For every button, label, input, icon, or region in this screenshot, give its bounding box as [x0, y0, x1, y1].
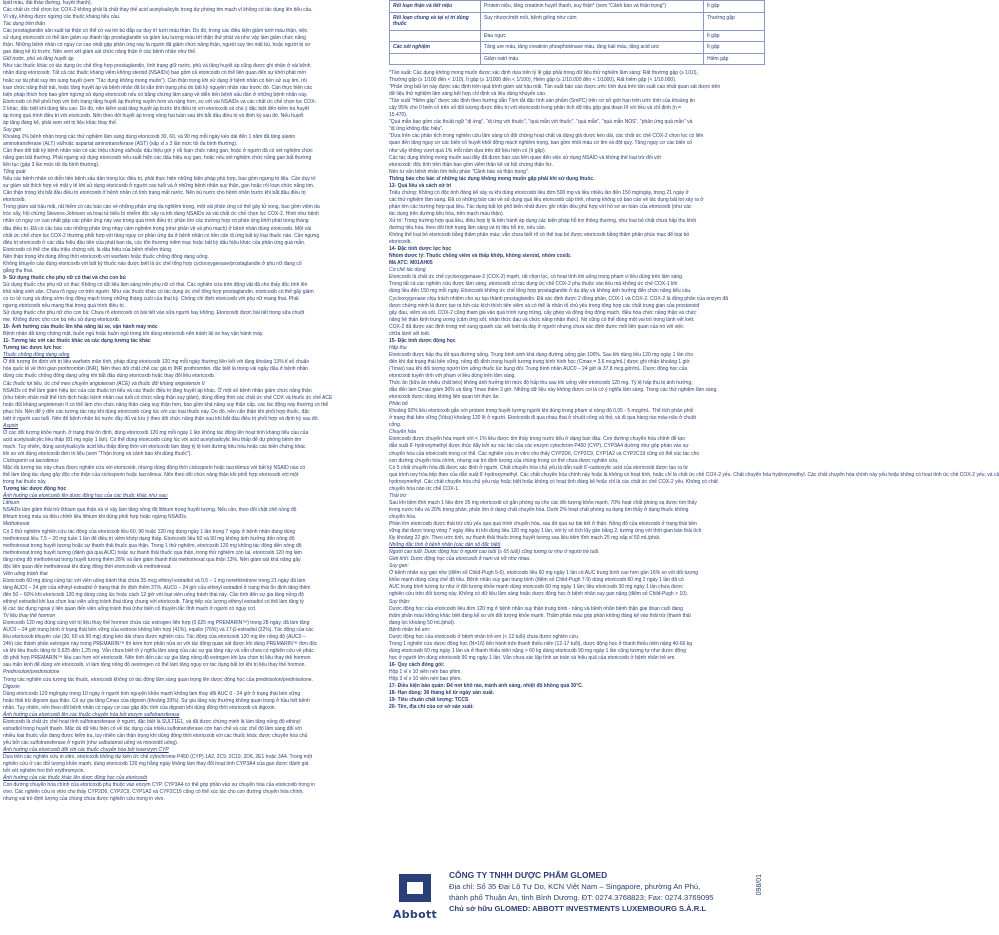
left-column-line: nhân có nguy cơ cao nhất gặp các phản ứng này vào trong quá trình điều trị: phần lớn các trường hợp có phản ứng khởi phát trong tháng — [3, 218, 309, 225]
table-row — [390, 53, 765, 65]
right-column-line: Trong 1 nghiên cứu dược động học (N=16) tiến hành trên thanh thiếu niên (12-17 tuổi), dược động học ở thanh thiếu niên nặng 40-60 kg — [389, 640, 693, 647]
left-column-line: Ciclosporin và tacrolimus — [3, 458, 59, 465]
right-column-line: thẩm phân máu không khác biệt đáng kể so với đối tượng khỏe mạnh. Thẩm phân máu góp phần không đáng kể vào thải trừ (thanh thải — [389, 612, 691, 619]
left-column-line: (như bệnh nhân mất thể tích dịch hoặc bệnh nhân cao tuổi có chức năng thận suy giảm), dùng đồng thời các chất ức chế COX và thuốc ức chế ACE — [3, 394, 333, 401]
left-column-line: mẹ. Không được cho con bú nếu sử dụng etoricoxib. — [3, 317, 120, 324]
left-column-line: nhưng vai trò định lượng của chúng chưa được nghiên cứu trong in vivo. — [3, 796, 165, 803]
left-column-line: Suy gan — [3, 126, 22, 133]
left-column-line: Vì vậy, không được ngừng các thuốc kháng tiểu cầu. — [3, 14, 121, 21]
left-column-line: ngưng etoricoxib nếu mang thai trong quá trình điều trị. — [3, 303, 126, 310]
right-column-line: etoricoxib được dùng không liên quan tới thức ăn. — [389, 394, 500, 401]
abbott-logo-icon — [389, 868, 441, 908]
abbott-logo — [389, 868, 441, 926]
right-column-line: Hộp 3 vỉ x 10 viên nén bao phim. — [389, 676, 462, 683]
right-column-line: gây đau, viêm và sốt. COX-2 cũng tham gia vào quá trình rụng trứng, cấy ghép và đóng ống động mạch, điều hòa chức năng thận và chức — [389, 309, 697, 316]
left-column-line: Etoricoxib có thể phối hợp với tình trạng tăng huyết áp thường xuyên hơn và nặng hơn, so với vài NSAIDs và các chất ức chế chọn lọc COX- — [3, 98, 317, 105]
left-column-line: gắng thụ thai. — [3, 267, 34, 274]
organ-class-cell: Rối loạn chung và tại vị trí dùng thuốc — [390, 12, 481, 30]
left-text-column — [3, 0, 379, 803]
right-column-line: 19- Tiêu chuẩn chất lượng: TCCS — [389, 697, 469, 704]
left-column-line: hoặc sự tái phát suy tim sung huyết (xem "Tác dụng không mong muốn"). Cần thận trọng khi sử dụng ở bệnh nhân có tiền sử suy tim, rối — [3, 77, 307, 84]
left-column-line: liều etoricoxib khuyên cáo (30, 60 và 90 mg) dùng kéo dài chưa được nghiên cứu. Tác động của etoricoxib 120 mg lên nồng độ (AUC0 – — [3, 634, 306, 641]
left-column-line: Các chất ức chế chọn lọc COX-2 không phải là chất thay thế acid acetylsalicylic trong dự phòng tim mạch vì không có tác dụng lên tiểu cầu. — [3, 7, 313, 14]
left-column-line: 9- Sử dụng thuốc cho phụ nữ có thai và cho con bú — [3, 274, 126, 281]
right-column-line: Cơ chế tác dụng — [389, 267, 426, 274]
left-column-line: hoặc thải trừ digoxin qua thận. Có sự gia tăng Cmax của digoxin (khoảng 33%). Sự gia tăng này thường không quan trọng ở hầu hết bệnh — [3, 697, 310, 704]
left-column-line: yếu bởi các sulfotransferase ở người (như salbutamol uống và minoxidil uống). — [3, 739, 179, 746]
left-column-line: Như các thuốc khác có tác dụng ức chế tổng hợp prostaglandin, tình trạng giữ nước, phù và tăng huyết áp cũng được ghi nhận ở vài bệnh — [3, 63, 311, 70]
left-column-line: estradiol trong huyết thanh. Mặc dù dữ liệu hiện có về tác dụng của nhiều sulfotransferase còn hạn chế và các chế độ lâm sàng đối với — [3, 725, 302, 732]
left-column-line: đồ phối hợp PREMARIN™ liều cao hơn với etoricoxib. Nên tính đến các sự gia tăng nồng độ estrogen khi lựa chọn trị liệu thay thế hormon — [3, 655, 311, 662]
table-row — [390, 42, 765, 54]
left-column-line: và khi liều thuốc tăng từ 0,625 đến 1,25 mg. Vẫn chưa biết rõ ý nghĩa lâm sàng của các sự gia tăng này và vẫn chưa có nghiên cứu về phác — [3, 648, 314, 655]
right-column-line: 14- Đặc tính dược lực học — [389, 246, 452, 253]
left-column-line: Thuốc chống đông dạng uống — [3, 352, 70, 359]
right-column-line: Phần lớn etoricoxib được thải trừ chủ yếu qua quá trình chuyển hóa, sau đó qua sự bài tiết ở thận. Nồng độ của etoricoxib ở trạng thái bền — [389, 521, 697, 527]
left-column-line: đầu điều trị. Đã có các báo cáo những phản ứng nhạy cảm nghiêm trọng (như phản vệ và phù mạch) ở bệnh nhân dùng etoricoxib. Một vài — [3, 225, 311, 232]
right-column-line: Những đặc tính ở bệnh nhân (các dân số đặc biệt) — [389, 542, 501, 549]
left-column-line: Tương tác dược lực học — [3, 345, 62, 352]
left-column-line: loạn chức năng thất trái, hoặc tăng huyết áp và bệnh nhân đã bị sẵn tình trạng phù do bất kỳ nguyên nhân nào trước đó. Cần thực hiện các — [3, 84, 313, 91]
right-column-line: etoricoxib tuyến tính với phạm vi liều dùng trên lâm sàng. — [389, 373, 516, 380]
right-column-line: học ở người lớn dùng etoricoxib 90 mg ngày 1 lần. Vẫn chưa xác lập tính an toàn và hiệu quả của etoricoxib ở bệnh nhân trẻ em. — [389, 654, 676, 661]
left-column-line: thận. Những bệnh nhân có nguy cơ cao nhất gặp phản ứng này là người đã giảm chức năng thận, người suy tim mất bù, hoặc người bị xơ — [3, 42, 311, 49]
right-column-line: lũy khoảng 22 giờ. Theo ước tính, sự thanh thải thuốc trong huyết tương sau liều tiêm tĩnh mạch 25 mg xấp xỉ 50 mL/phút. — [389, 535, 661, 542]
right-column-line: cậy 95% cho 0 biến cố trên số đối tượng được điều trị với etoricoxib trong phân tích dữ liệu gộp giai đoạn III với liều và chỉ định (n = — [389, 105, 682, 112]
table-row — [390, 1, 765, 13]
left-column-line: Bệnh nhân đã từng chóng mặt, buồn ngủ hoặc buồn ngủ trong khi dùng etoricoxib nên tránh lái xe hay vận hành máy. — [3, 331, 264, 338]
company-address-line-1: Địa chỉ: Số 35 Đại Lộ Tự Do, KCN Việt Nam – Singapore, phường An Phú, — [449, 882, 701, 891]
manufacturer-block — [389, 868, 765, 932]
right-column-line: "Quá mẫn bao gồm các thuật ngữ "dị ứng", "dị ứng với thuốc", "quá mẫn với thuốc", "quá mẫn", "quá mẫn NOS", "phản ứng quá mẫn" và — [389, 119, 693, 126]
left-column-line: Prednisolon/prednisolone — [3, 669, 60, 676]
left-column-line: Ảnh hưởng của etoricoxib đối với các thuốc chuyển hóa bởi isoenzym CYP — [3, 746, 169, 753]
left-column-line: Trị liệu thay thế hormon — [3, 613, 56, 620]
adverse-reactions-table — [389, 0, 765, 65]
right-column-line: năng hệ thần kinh trung ương (cảm ứng sốt, nhận thức đau và chức năng nhận thức). Nó cũng có thể đóng một vai trò trong lành vết loét. — [389, 316, 695, 323]
right-column-line: Có 5 chất chuyển hóa đã được xác định ở người. Chất chuyển hóa chủ yếu là dẫn xuất 6'-carboxylic acid của etoricoxib được tạo ra từ — [389, 464, 689, 471]
left-column-line: hoặc đối kháng angiotensin II có thể làm cho chức năng thận càng suy thận hơn, bao gồm khả năng suy thận cấp, các tác động này thường có thể — [3, 401, 329, 408]
left-column-line: điều trị etoricoxib ở các dấu hiệu đầu tiên của phát ban da, các tổn thương niêm mạc hoặc bất kỳ dấu hiệu khác của phản ứng quá mẫn. — [3, 239, 306, 246]
frequency-cell: Ít gặp — [704, 1, 765, 13]
left-column-line: vivo. Các nghiên cứu in vitro cho thấy CYP2D6, CYP2C9, CYP1A2 và CYP2C19 cũng có thể xúc tác cho con đường chuyển hóa chính, — [3, 789, 304, 796]
left-column-line: NSAIDs làm giảm thải trừ lithium qua thận và vì vậy làm tăng nồng độ lithium trong huyết tương. Nếu cần, theo dõi chặt chẽ nồng độ — [3, 507, 297, 514]
left-column-line: Cần theo dõi bất kỳ bệnh nhân nào có các triệu chứng và/hoặc dấu hiệu gợi ý rối loạn chức năng gan, hoặc ở người đã có xét nghiệm chức — [3, 147, 313, 154]
left-column-line: áp tăng đáng kể, phải xem xét trị liệu khác thay thế. — [3, 119, 118, 126]
right-column-line: Cyclooxygenase chịu trách nhiệm cho sự tạo thành prostaglandin. Đã xác định được 2 đồng phân, COX-1 và COX-2. COX-2 là đồng phân của enzym đã — [389, 295, 729, 302]
right-column-line: chữa lành vết loét. — [389, 330, 431, 337]
logo-wordmark: Abbott — [392, 908, 438, 921]
right-column-line: Giới tính: Dược động học của etoricoxib ở nam và nữ như nhau. — [389, 556, 531, 563]
left-column-line: nhân dùng etoricoxib. Tất cả các thuốc kháng viêm không steroid (NSAIDs) bao gồm cả etoricoxib có thể liên quan đến sự khởi phát mới — [3, 70, 306, 77]
frequency-cell: Hiếm gặp — [704, 53, 765, 65]
company-info — [449, 870, 739, 914]
right-column-line: con đường chuyển hóa chính, nhưng vai trò định lượng của chúng trong cơ thể chưa được nghiên cứu. — [389, 457, 619, 464]
right-column-line: tác dụng trên đường tiêu hóa, trên mạch máu thận). — [389, 210, 505, 217]
left-column-line: Etoricoxib 60 mg dùng cùng lúc với viên uống tránh thai chứa 35 mcg ethinyl estradiol và 0,5 – 1 mg norethindrone trong 21 ngày đã làm — [3, 577, 306, 584]
right-column-line: Dược động học của etoricoxib ở bệnh nhân trẻ em (< 12 tuổi) chưa được nghiên cứu. — [389, 633, 580, 640]
left-column-line: Digoxin — [3, 683, 20, 690]
left-column-line: Etoricoxib là chất ức chế hoạt tính sulfotransferase ở người, đặc biệt là SULT1E1, và đã được chứng minh là làm tăng nồng độ ethinyl — [3, 718, 301, 725]
left-column-line: khi so với dùng etoricoxib đơn trị liệu (xem "Thận trọng và cảnh báo khi dùng thuốc"). — [3, 451, 192, 457]
left-column-line: Con đường chuyển hóa chính của etoricoxib phụ thuộc vào enzym CYP. CYP3A4 có thể góp phần vào sự chuyển hóa của etoricoxib trong in — [3, 782, 316, 789]
right-column-line: nghiên cứu trên đối tượng này. Không có dữ liệu lâm sàng hoặc dược động học ở bệnh nhân suy gan nặng (điểm số Child-Pugh > 10). — [389, 591, 689, 598]
left-column-line: aminotransferase (ALT) và/hoặc aspartat aminotransferase (AST) (xấp xỉ ≥ 3 lần mức tối đa bình thường). — [3, 140, 238, 147]
left-column-line: bởi xét nghiệm hơi thở erythromycin. — [3, 768, 85, 775]
right-column-line: ở trạng thái bền vững (Vdss) khoảng 120 lít ở người. Etoricoxib đi qua nhau thai ở chuột cống và thỏ, và đi qua hàng rào máu-não ở chuột — [389, 415, 696, 422]
left-column-line: Tổng quát — [3, 169, 26, 176]
left-column-line: Sử dụng thuốc cho phụ nữ cho con bú: Chưa rõ etoricoxib có bài tiết vào sữa người hay không. Etoricoxib được bài tiết trong sữa chuột — [3, 310, 305, 317]
right-column-line: phần lớn các trường hợp quá liều. Tác dụng bất lợi phổ biến nhất được ghi nhận đều phù hợp với hồ sơ an toàn của etoricoxib (như các — [389, 203, 692, 210]
left-column-line: lệ các tác dụng ngoại ý liên quan đến viên uống tránh thai (như biến cố thuyên tắc tĩnh mạch ở người có nguy cơ). — [3, 606, 257, 613]
left-column-line: sử dụng etoricoxib có thể làm giảm sự thành lập prostaglandin và giảm lưu lượng máu tới thận thứ phát và như vậy làm giảm chức năng — [3, 35, 306, 42]
right-column-line: Thường gặp (≥ 1/100 đến < 1/10), Ít gặp (≥ 1/1000 đến < 1/100), Hiếm gặp (≥ 1/10.000 đến < 1/1000), Rất hiếm gặp (< 1/10.000). — [389, 77, 677, 84]
left-column-line: lipid máu, đái tháo đường, huyết thanh). — [3, 0, 92, 6]
left-column-line: Aspirin — [3, 422, 19, 429]
left-column-line: Sử dụng thuốc cho phụ nữ có thai: Không có dữ liệu lâm sàng trên phụ nữ có thai. Các nghiên cứu trên động vật đã cho thấy độc tính lên — [3, 281, 308, 288]
right-column-line: Etoricoxib là chất ức chế cyclooxygenase-2 (COX-2) mạnh, rất chọn lọc, có hoạt tính khi uống trong phạm vi liều dùng trên lâm sàng. — [389, 274, 684, 281]
left-column-line: Ở các đối tượng khỏe mạnh, ở trạng thái ổn định, dùng etoricoxib 120 mg mỗi ngày 1 lần không tác động lên hoạt tính kháng tiểu cầu của — [3, 429, 309, 436]
right-column-line: Bệnh nhân trẻ em: — [389, 626, 431, 633]
right-column-line: COX-2 đã được xác định trong mô xung quanh các vết loét dạ dày ở người nhưng chưa xác định được mối liên quan của nó với việc — [389, 323, 684, 330]
right-column-line: chuyển hóa. — [389, 513, 417, 520]
left-column-line: lithium trong máu và điều chỉnh liều lithium khi dùng phối hợp hoặc ngừng NSAIDs. — [3, 514, 188, 521]
right-column-line: Các tác dụng không mong muốn sau đây đã được báo cáo liên quan đến việc sử dụng NSAID và không thể loại trừ đối với — [389, 154, 662, 161]
left-column-line: Cần thận trọng khi bắt đầu điều trị etoricoxib ở bệnh nhân có tình trạng mất nước. Nên bù nước cho bệnh nhân trước khi bắt đầu điều trị — [3, 190, 306, 197]
right-column-line: như vậy không vượt quá 1% mỗi năm dựa trên dữ liệu hiện có (ít gặp). — [389, 147, 547, 154]
right-column-line: Thông báo cho bác sĩ những tác dụng không mong muốn gặp phải khi sử dụng thuốc. — [389, 175, 595, 182]
left-column-line: khả năng sinh sản. Chưa rõ nguy cơ trên người. Như các thuốc khác có tác dụng ức chế tổng hợp prostaglandin, etoricoxib có thể gây giảm — [3, 288, 314, 295]
left-column-line: Ở đối tượng ổn định với trị liệu warfarin mãn tính, pháp dùng etoricoxib 120 mg mỗi ngày thường liên kết với tăng khoảng 13% tỉ số chuẩn — [3, 359, 310, 366]
left-column-line: Các thuốc lợi tiểu, ức chế men chuyển angiotensin (ACE) và thuốc đối kháng angiotensin II — [3, 380, 205, 387]
right-column-line: Người cao tuổi: Dược động học ở người cao tuổi (≥ 65 tuổi) cũng tương tự như ở người trẻ tuổi. — [389, 549, 600, 556]
organ-class-cell: Rối loạn thận và tiết niệu — [390, 1, 481, 13]
right-column-line: 15.470). — [389, 112, 408, 119]
right-column-line: hydroxymethyl. Các chất chuyển hóa chủ yếu này hoặc biệt hoặc không có hoạt tính đáng kể hoặc chỉ là các chất ức chế COX-2 yếu. Không có chất — [389, 478, 718, 485]
company-address-line-2: thành phố Thuận An, tỉnh Bình Dương. ĐT: 0274.3768823; Fax: 0274.3769095 — [449, 893, 714, 902]
right-column-line: dữ liệu thử nghiệm lâm sàng kết hợp chỉ định và liều dùng khuyến cáo. — [389, 91, 547, 98]
left-column-line: methotrexat liều 7,5 – 20 mg tuần 1 lần để điều trị viêm khớp dạng thấp. Etoricoxib liều 60 và 90 mg không ảnh hưởng đến nồng độ — [3, 535, 295, 542]
right-column-line: Hộp 1 vỉ x 10 viên nén bao phim. — [389, 668, 462, 675]
right-column-line: quan đến tăng nguy cơ các biến cố huyết khối động mạch nghiêm trọng, bao gồm nhồi máu cơ tim và đột quỵ. Tăng nguy cơ các biến cố — [389, 140, 692, 147]
right-column-line: AUC trung bình tương tự như ở đối tượng khỏe mạnh dùng etoricoxib 60 mg ngày 1 lần; liều etoricoxib 30 mg ngày 1 lần chưa được — [389, 584, 683, 591]
right-column-line: 18- Hạn dùng: 36 tháng kể từ ngày sản xuất. — [389, 690, 495, 697]
table-row — [390, 12, 765, 30]
right-column-line: Thức ăn (bữa ăn nhiều chất béo) không ảnh hưởng tới mức độ hấp thu sau khi uống viên etoricoxib 120 mg. Tỷ lệ hấp thu bị ảnh hưởng, — [389, 380, 693, 387]
right-column-line: etoricoxib: độc tính trên thận bao gồm viêm thận kẽ và hội chứng thận hư. — [389, 161, 554, 168]
left-column-line: methotrexat trong huyết tương hoặc sự thanh thải thuốc qua thận. Trong 1 thử nghiệm, etoricoxib 120 mg không tác động đến nồng độ — [3, 542, 302, 549]
right-column-line: 13- Quá liều và cách xử trí — [389, 182, 452, 189]
right-column-line: "Dựa trên các phân tích trong nghiên cứu lâm sàng có đối chứng hoạt chất và dùng giả dược kéo dài, các chất ức chế COX-2 chọn lọc có liên — [389, 133, 704, 140]
left-column-line: Etoricoxib 120 mg dùng cùng với trị liệu thay thế hormon chứa các estrogen liên hợp (0,625 mg PREMARIN™) trong 28 ngày, đã làm tăng — [3, 620, 310, 627]
frequency-cell: Ít gặp — [704, 30, 765, 42]
right-column-line: dùng etoricoxib 60 mg ngày 1 lần và ở thanh thiếu niên nặng > 60 kg dùng etoricoxib 90 mg ngày 1 lần cũng tương tự như dược động — [389, 647, 686, 654]
right-column-line: được chứng minh là được tạo ra bởi các kích thích tiền viêm và có thể là nhân tố chủ yếu trong tổng hợp các chất trung gian của prostanoid — [389, 302, 700, 309]
reaction-cell: Protein niệu, tăng creatinin huyết thanh, suy thận* (xem "Cảnh báo và thận trọng") — [481, 1, 704, 13]
left-column-line: Tương tác dược động học — [3, 486, 67, 493]
left-column-line: Viên uống tránh thai — [3, 570, 48, 577]
right-column-line: Hấp thu — [389, 344, 407, 351]
right-column-line: "dị ứng không đặc hiệu". — [389, 126, 444, 133]
left-column-line: Lithium — [3, 500, 20, 507]
right-column-line: đến khi đạt trạng thái bền vững, nồng độ đỉnh trong huyết tương trung bình hình học (Cmax = 3,6 mcg/mL) được ghi nhận khoảng 1 giờ — [389, 358, 690, 365]
right-column-line: Sau khi tiêm tĩnh mạch 1 liều đơn 25 mg etoricoxib có gắn phóng xạ cho các đối tượng khỏe mạnh, 70% hoạt chất phóng xạ được tìm thấy — [389, 499, 697, 506]
right-column-line: Dược động học của etoricoxib liều đơn 120 mg ở bệnh nhân suy thận trung bình - nặng và bệnh nhân bệnh thận giai đoạn cuối đang — [389, 605, 683, 612]
right-text-column — [389, 0, 999, 711]
right-column-line: Không thể loại bỏ etoricoxib bằng thẩm phân máu; vẫn chưa biết rõ có thể loại bỏ được etoricoxib bằng thẩm phân phúc mạc để loại bỏ — [389, 232, 690, 239]
left-column-line: biện pháp thích hợp bao gồm ngừng sử dụng etoricoxib nếu có bằng chứng lâm sàng về diễn tiến bệnh xấu dần ở những bệnh nhân này. — [3, 91, 308, 98]
right-column-line: Suy gan: — [389, 563, 409, 570]
left-column-line: năng gan bất thường. Phải ngưng sử dụng etoricoxib nếu xuất hiện các dấu hiệu suy gan, hoặc nếu xét nghiệm chức năng gan bất thường — [3, 155, 312, 162]
right-column-line: các thử nghiệm lâm sàng. Đã có những báo cáo về sử dụng quá liều etoricoxib cấp tính, nhưng không có báo cáo về tác dụng bất lợi xảy ra ở — [389, 196, 704, 203]
left-column-line: Mặc dù tương tác này chưa được nghiên cứu với etoricoxib, nhưng dùng đồng thời ciclosporin hoặc tacrolimus với bất kỳ NSAID nào có — [3, 465, 306, 472]
left-column-line: độc liên quan đến methotrexat khi dùng đồng thời etoricoxib và methotrexat. — [3, 563, 172, 570]
left-column-line: Nên thận trọng khi dùng đồng thời etoricoxib với warfarin hoặc thuốc chống đông dạng uống. — [3, 253, 209, 260]
right-column-line: chuyển hóa nào ức chế COX-1. — [389, 485, 460, 492]
left-column-line: trong hai thuốc này. — [3, 479, 47, 486]
left-column-line: Trong các nghiên cứu tương tác thuốc, etoricoxib không có tác động lâm sàng quan trọng lên dược động học của prednisolon/prednisolone. — [3, 676, 313, 683]
right-column-line: dẫn xuất 6'-hydroxymethyl được thúc đẩy bởi sự xúc tác của các enzym cytochrom P450 (CYP). CYP3A4 dường như góp phần vào sự — [389, 443, 689, 450]
right-column-line: Nhóm dược lý: Thuốc chống viêm và thấp khớp, không steroid, nhóm coxib. — [389, 253, 572, 260]
right-column-line: *Tần suất: Các dụng không mong muốn được xác định dựa trên tỷ lệ gặp phải trong dữ liệu thử nghiệm lâm sàng: Rất thường gặp (≥ 1/10), — [389, 70, 698, 76]
left-column-line: Ảnh hưởng của etoricoxib lên các thuốc chuyển hóa bởi enzym sulfotransferase — [3, 711, 180, 718]
right-column-line: chuyển hóa của etoricoxib trong cơ thể. Các nghiên cứu in vitro cho thấy CYP2D6, CYP2C9, CYP1A2 và CYP2C19 cũng có thể xúc tác cho — [389, 450, 700, 457]
left-column-line: sự giám sát thích hợp về mặt y tế khi sử dụng etoricoxib ở người cao tuổi và ở những bệnh nhân suy thận, gan hoặc rối loạn chức năng tim. — [3, 183, 315, 190]
left-column-line: Không khuyến cáo dùng etoricoxib với bất kỳ thuốc nào được biết là ức chế tổng hợp cyclooxygenase/prostaglandin ở phụ nữ đang cố — [3, 260, 302, 267]
left-column-line: ethinyl estradiol khi lựa chọn loại viên uống tránh thai dùng chung với etoricoxib. Tăng tiếp xúc lượng ethinyl estradiol có thể làm tăng tỷ — [3, 598, 304, 605]
left-column-line: Trong giám sát hậu mãi, rất hiếm có các báo cáo về những phản ứng da nghiêm trọng, một vài phản ứng có thể gây tử vong, bao gồm viêm da — [3, 204, 320, 211]
left-column-line: Nếu các bệnh nhân có diễn tiến bệnh xấu dần trong lúc điều trị, phải thực hiện những biện pháp phù hợp, bao gồm ngưng trị liệu. Cần duy trì — [3, 176, 316, 183]
left-column-line: 2 khác, đặc biệt khi dùng liều cao. Do đó, nên kiểm soát tăng huyết áp trước khi điều trị với etoricoxib và chú ý đặc biệt đến kiểm tra huyết — [3, 105, 309, 112]
left-column-line: hóa quốc tế về thời gian prothrombin (INR). Nên theo dõi chặt chẽ các giá trị INR prothrombin, đặc biệt là trong vài ngày đầu ở bệnh nhân — [3, 366, 309, 373]
left-column-line: dùng các thuốc chống đông dạng uống khi bắt đầu dùng etoricoxib hoặc thay đổi liều etoricoxib. — [3, 373, 216, 380]
reaction-cell: Giảm natri máu — [481, 53, 704, 65]
right-column-line: đang lọc khoảng 50 mL/phút). — [389, 619, 456, 626]
left-column-line: 24h) các thành phần estrogen này trong PREMARIN™ thì kém hơn phân nửa so với tác động quan sát được khi dùng PREMARIN™ đơn độc — [3, 641, 318, 648]
right-column-line: 15- Đặc tính dược động học — [389, 337, 456, 344]
right-column-line: Trong tất cả các nghiên cứu dược lâm sàng, etoricoxib có tác dụng ức chế COX-2 phụ thuộc vào liều mà không ức chế COX-1 khi — [389, 281, 678, 288]
left-column-line: tróc vẩy, hội chứng Stevens-Johnson và hoại tử biểu bì nhiễm độc xảy ra khi dùng NSAIDs và vài chất ức chế chọn lọc COX-2. Hình như bệnh — [3, 211, 319, 218]
right-column-line: vững đạt được trong vòng 7 ngày điều trị khi dùng liều 120 mg ngày 1 lần, với tỷ số tích lũy gần bằng 2, tương ứng với thời gian bán thải tích — [389, 528, 702, 535]
frequency-cell: Thường gặp — [704, 12, 765, 30]
right-column-line: "Phản ứng bất lợi này được xác định trên quá trình giám sát hậu mãi. Tần suất báo cáo được ước tính dựa trên tần suất cao nhất quan sát được trên — [389, 84, 721, 91]
company-name: CÔNG TY TNHH DƯỢC PHẨM GLOMED — [449, 870, 608, 880]
left-column-line: áp trong quá trình điều trị với etoricoxib. Nên theo dõi huyết áp trong vòng hai tuần sau khi bắt đầu điều trị và định kỳ sau đó. Nếu huyết — [3, 112, 304, 119]
right-column-line: khỏe mạnh dùng cùng chế độ liều. Bệnh nhân suy gan trung bình (điểm số Child-Pugh 7-9) dùng etoricoxib 60 mg 2 ngày 1 lần đã có — [389, 577, 684, 584]
left-column-line: Methotrexat — [3, 521, 30, 528]
left-column-line: co co tử cung và đóng sớm ống động mạch trong những tháng cuối của thai kỳ. Chống chỉ định etoricoxib với phụ nữ mang thai. Phải — [3, 295, 299, 302]
organ-class-cell: Các xét nghiệm — [390, 42, 481, 54]
left-column-line: etoricoxib. — [3, 197, 26, 204]
left-column-line: Etoricoxib có thể che dấu triệu chứng sốt, là dấu hiệu của bệnh nhiễm trùng. — [3, 246, 173, 253]
left-column-line: NSAIDs có thể làm giảm hiệu lực của các thuốc lợi tiểu và các thuốc điều trị tăng huyết áp khác. Ở một số bệnh nhân giảm chức năng thận — [3, 387, 312, 394]
right-column-line: quá trình oxy hóa tiếp theo của dẫn xuất 6'-hydroxymethyl. Các chất chuyển hóa chính này hoặc là không có hoạt tính, hoặc chỉ là chất ức chế COX-2 yếu. Chất chuyển hóa hydroxymethyl. Các chất chuyển hóa chính này yếu hoặc không có hoạt tính ức chế COX-2 yếu, và cả — [389, 471, 999, 478]
left-column-line: tăng AUC0 – 24 giờ của ethinyl estradiol ở trạng thái ổn định thêm 37%. AUC0 – 24 giờ của ethinyl estradiol ở trạng thái ổn định tăng thêm — [3, 584, 311, 591]
right-column-line: đường tiêu hóa, theo dõi tình trạng lâm sàng và trị liệu hỗ trợ, nếu cần. — [389, 225, 546, 232]
left-column-line: Giữ nước, phù và tăng huyết áp — [3, 56, 74, 63]
left-column-line: acid acetylsalicylic liều thấp (81 mg ngày 1 lần). Có thể dùng etoricoxib cùng lúc với acid acetylsalicylic liều thấp để dự phòng bệnh tim — [3, 436, 302, 443]
reaction-cell: Đau ngực — [481, 30, 704, 42]
right-column-line: 20- Tên, địa chỉ của cơ sở sản xuất: — [389, 704, 474, 711]
left-column-line: AUC0 – 24 giờ trung bình ở trạng thái bền vững của estrone không liên hợp (41%), equilin (76%) và 17-β-estradiol (22%). Tác động của các — [3, 627, 314, 634]
organ-class-cell — [390, 30, 481, 42]
organ-class-cell — [390, 53, 481, 65]
left-column-line: biệt ở người cao tuổi. Nên để bệnh nhân bù nước đầy đủ và lưu ý theo dõi chức năng thận sau khi bắt đầu điều trị phối hợp và định kỳ sau đó. — [3, 415, 319, 422]
right-column-line: cống. — [389, 422, 402, 429]
left-column-line: sau mãn kinh để dùng với etoricoxib, vì làm tăng nồng độ oestrogen có thể làm tăng nguy cơ tác dụng bất lợi khi trị liệu thay thế hormon. — [3, 662, 306, 669]
right-body-text — [389, 70, 999, 711]
document-code: 098/01 — [756, 874, 763, 896]
left-column-line: tăng nồng độ methotrexat trong huyết tương thêm 28% và làm giảm thanh thải methotrexat qua thận 13%. Nên giám sát khả năng gây — [3, 556, 301, 563]
right-column-line: Etoricoxib được chuyển hóa mạnh với < 1% liều được tìm thấy trong nước tiểu ở dạng ban đầu. Con đường chuyển hóa chính để tạo — [389, 436, 685, 443]
right-column-line: trong nước tiểu và 20% trong phân, phần lớn ở dạng chất chuyển hóa. Dưới 2% hoạt chất phóng xạ dạng tìm thấy ở dạng thuốc không — [389, 506, 689, 513]
reaction-cell: Suy nhược/mệt mỏi, bệnh giống như cúm — [481, 12, 704, 30]
right-column-line: "Tần suất "Hiếm gặp" được xác định theo hướng dẫn Tóm tắt đặc tính sản phẩm (SmPC) trên cơ sở giới hạn trên ước tính của khoảng tin — [389, 98, 695, 105]
frequency-cell: Ít gặp — [704, 42, 765, 54]
left-column-line: chất ức chế chọn lọc COX-2 thường phối hợp với tăng nguy cơ phản ứng da ở bệnh nhân có tiền căn dị ứng bất kỳ loại thuốc nào. Cần ngưng — [3, 232, 320, 239]
right-column-line: Phân bố — [389, 401, 408, 408]
right-column-line: Xử trí: Trong trường hợp quá liều, điều hợp lý là tiến hành áp dụng các biện pháp hỗ trợ thông thường, như loại bỏ chất chưa hấp thu khỏi — [389, 217, 696, 224]
left-column-line: Dùng etoricoxib 120 mg/ngày trong 10 ngày ở người tình nguyện khỏe mạnh không làm thay đổi AUC 0 - 24 giờ ở trạng thái bền vững — [3, 690, 301, 697]
right-column-line: etoricoxib. — [389, 239, 412, 246]
reaction-cell: Tăng ure máu, tăng creatinin phosphokinase máu, tăng kali máu, tăng acid uric — [481, 42, 704, 54]
left-column-line: Tác dụng trên thận — [3, 21, 45, 28]
right-column-line: dẫn đến làm Cmax giảm 36% và tăng Tmax thêm 2 giờ. Những dữ liệu này không được coi là có ý nghĩa lâm sàng. Trong các thử nghiệm lâm sàng, — [389, 387, 718, 394]
left-column-line: methotrexat trong huyết tương (đánh giá qua AUC) hoặc sự thanh thải thuốc qua thận, trong thử nghiệm còn lại, etoricoxib 120 mg làm — [3, 549, 302, 556]
left-column-line: nghiên cứu ở các đối tượng khỏe mạnh, dùng etoricoxib 120 mg hằng ngày không làm thay đổi hoạt tính CYP3A4 của gan được đánh giá — [3, 761, 309, 768]
left-column-line: gan đáng kể từ trước. Nên xem xét giám sát chức năng thận ở các bệnh nhân như thế. — [3, 49, 197, 56]
right-column-line: Suy thận: — [389, 598, 411, 605]
left-column-line: Ảnh hưởng của các thuốc khác lên dược động học của etoricoxib — [3, 775, 148, 782]
right-column-line: Khoảng 92% liều etoricoxib gắn với protein trong huyết tương người khi dùng trong phạm vi nồng độ 0,05 - 5 mcg/mL. Thể tích phân phối — [389, 408, 694, 415]
left-column-line: liên tục (gấp 3 lần mức tối đa bình thường). — [3, 162, 100, 169]
left-column-line: Dựa trên các nghiên cứu in vitro, etoricoxib không dự kiến ức chế cytochrome P450 (CYP) 1A2, 2C9, 2C19, 2D6, 2E1 hoặc 3A4. Trong một — [3, 754, 313, 761]
left-column-line: phục hồi. Nên để ý đến các tương tác này khi dùng etoricoxib cùng lúc với các loại thuốc này. Do đó, nên cẩn thận khi phối hợp thuốc, đặc — [3, 408, 310, 415]
left-column-line: nhân. Tuy nhiên, nên theo dõi bệnh nhân có nguy cơ cao gặp độc tính của digoxin khi dùng đồng thời etoricoxib và digoxin. — [3, 704, 276, 711]
right-column-line: Chuyển hóa — [389, 429, 416, 436]
left-column-line: 11- Tương tác với các thuốc khác và các dạng tương tác khác — [3, 338, 151, 345]
left-column-line: Ảnh hưởng của etoricoxib lên dược động học của các thuốc khác như sau: — [3, 493, 169, 500]
right-column-line: Nên tư vấn bệnh nhân tìm hiểu phần "Cảnh báo và thận trọng". — [389, 168, 530, 175]
left-column-line: đến 50 – 60% khi etoricoxib 120 mg dùng cùng lúc hoặc cách 12 giờ với loại viên uống tránh thai này. Cần tính đến sự gia tăng nồng độ — [3, 591, 304, 598]
right-column-line: 16- Quy cách đóng gói: — [389, 661, 445, 668]
table-row — [390, 30, 765, 42]
left-column-line: Các prostaglandin sản xuất tại thận có thể có vai trò bù đắp sự duy trì tưới máu thận. Do đó, trong các điều kiện giảm tưới máu thận, việc — [3, 28, 308, 35]
right-column-line: (Tmax) sau khi đối tượng người lớn uống thuốc lúc bụng đói. Trung bình nhân AUC0 – 24 giờ là 37,8 mcg.giờ/mL. Dược động học của — [389, 365, 688, 372]
left-column-line: thể làm tăng tác dụng gây độc cho thận của ciclosporin hoặc tacrolimus. Nên theo dõi chức năng thận khi phối hợp etoricoxib với một — [3, 472, 299, 479]
left-column-line: Khoảng 1% bệnh nhân trong các thử nghiệm lâm sàng dùng etoricoxib 30, 60, và 90 mg mỗi ngày kéo dài đến 1 năm đã tăng alanin — [3, 133, 296, 140]
left-column-line: Có 2 thử nghiệm nghiên cứu tác động của etoricoxib liều 60, 90 hoặc 120 mg dùng ngày 1 lần trong 7 ngày ở bệnh nhân đang dùng — [3, 528, 296, 535]
right-column-line: Mã ATC: M01AH05 — [389, 260, 433, 267]
right-column-line: Thải trừ — [389, 492, 407, 499]
right-column-line: Ở bệnh nhân suy gan nhẹ (điểm số Child-Pugh 5-6), etoricoxib liều 60 mg ngày 1 lần có AUC trung bình cao hơn gần 16% so với đối tượng — [389, 570, 699, 577]
right-column-line: Etoricoxib được hấp thu tốt qua đường uống. Trung bình sinh khả dụng đường uống gần 100%. Sau khi dùng liều 120 mg ngày 1 lần cho — [389, 351, 693, 358]
right-column-line: 17- Điều kiện bảo quản: Để nơi khô ráo, tránh ánh sáng, nhiệt độ không quá 30°C. — [389, 683, 584, 690]
left-column-line: nhiều loại thuốc vẫn đang được kiểm tra, tuy nhiên cần thận trọng khi dùng đồng thời etoricoxib với các thuốc khác được chuyển hóa chủ — [3, 732, 308, 739]
left-column-line: mạch. Tuy nhiên, dùng acetylsalicylic acid liều thấp đồng thời với etoricoxib làm tăng tỷ lệ loét đường tiêu hóa hoặc các biến chứng khác — [3, 443, 306, 450]
company-owner: Chủ sở hữu GLOMED: ABBOTT INVESTMENTS LUXEMBOURG S.À.R.L — [449, 904, 706, 913]
right-column-line: Triệu chứng: Không có độc tính đáng kể xảy ra khi dùng etoricoxib liều đơn 500 mg và liều nhiều lần đến 150 mg/ngày, trong 21 ngày ở — [389, 189, 689, 196]
right-column-line: dùng liều đến 150 mg mỗi ngày. Etoricoxib không ức chế tổng hợp prostaglandin ở dạ dày và không ảnh hưởng đến chức năng tiểu cầu. — [389, 288, 692, 295]
left-column-line: 10- Ảnh hưởng của thuốc lên khả năng lái xe, vận hành máy móc — [3, 324, 158, 331]
